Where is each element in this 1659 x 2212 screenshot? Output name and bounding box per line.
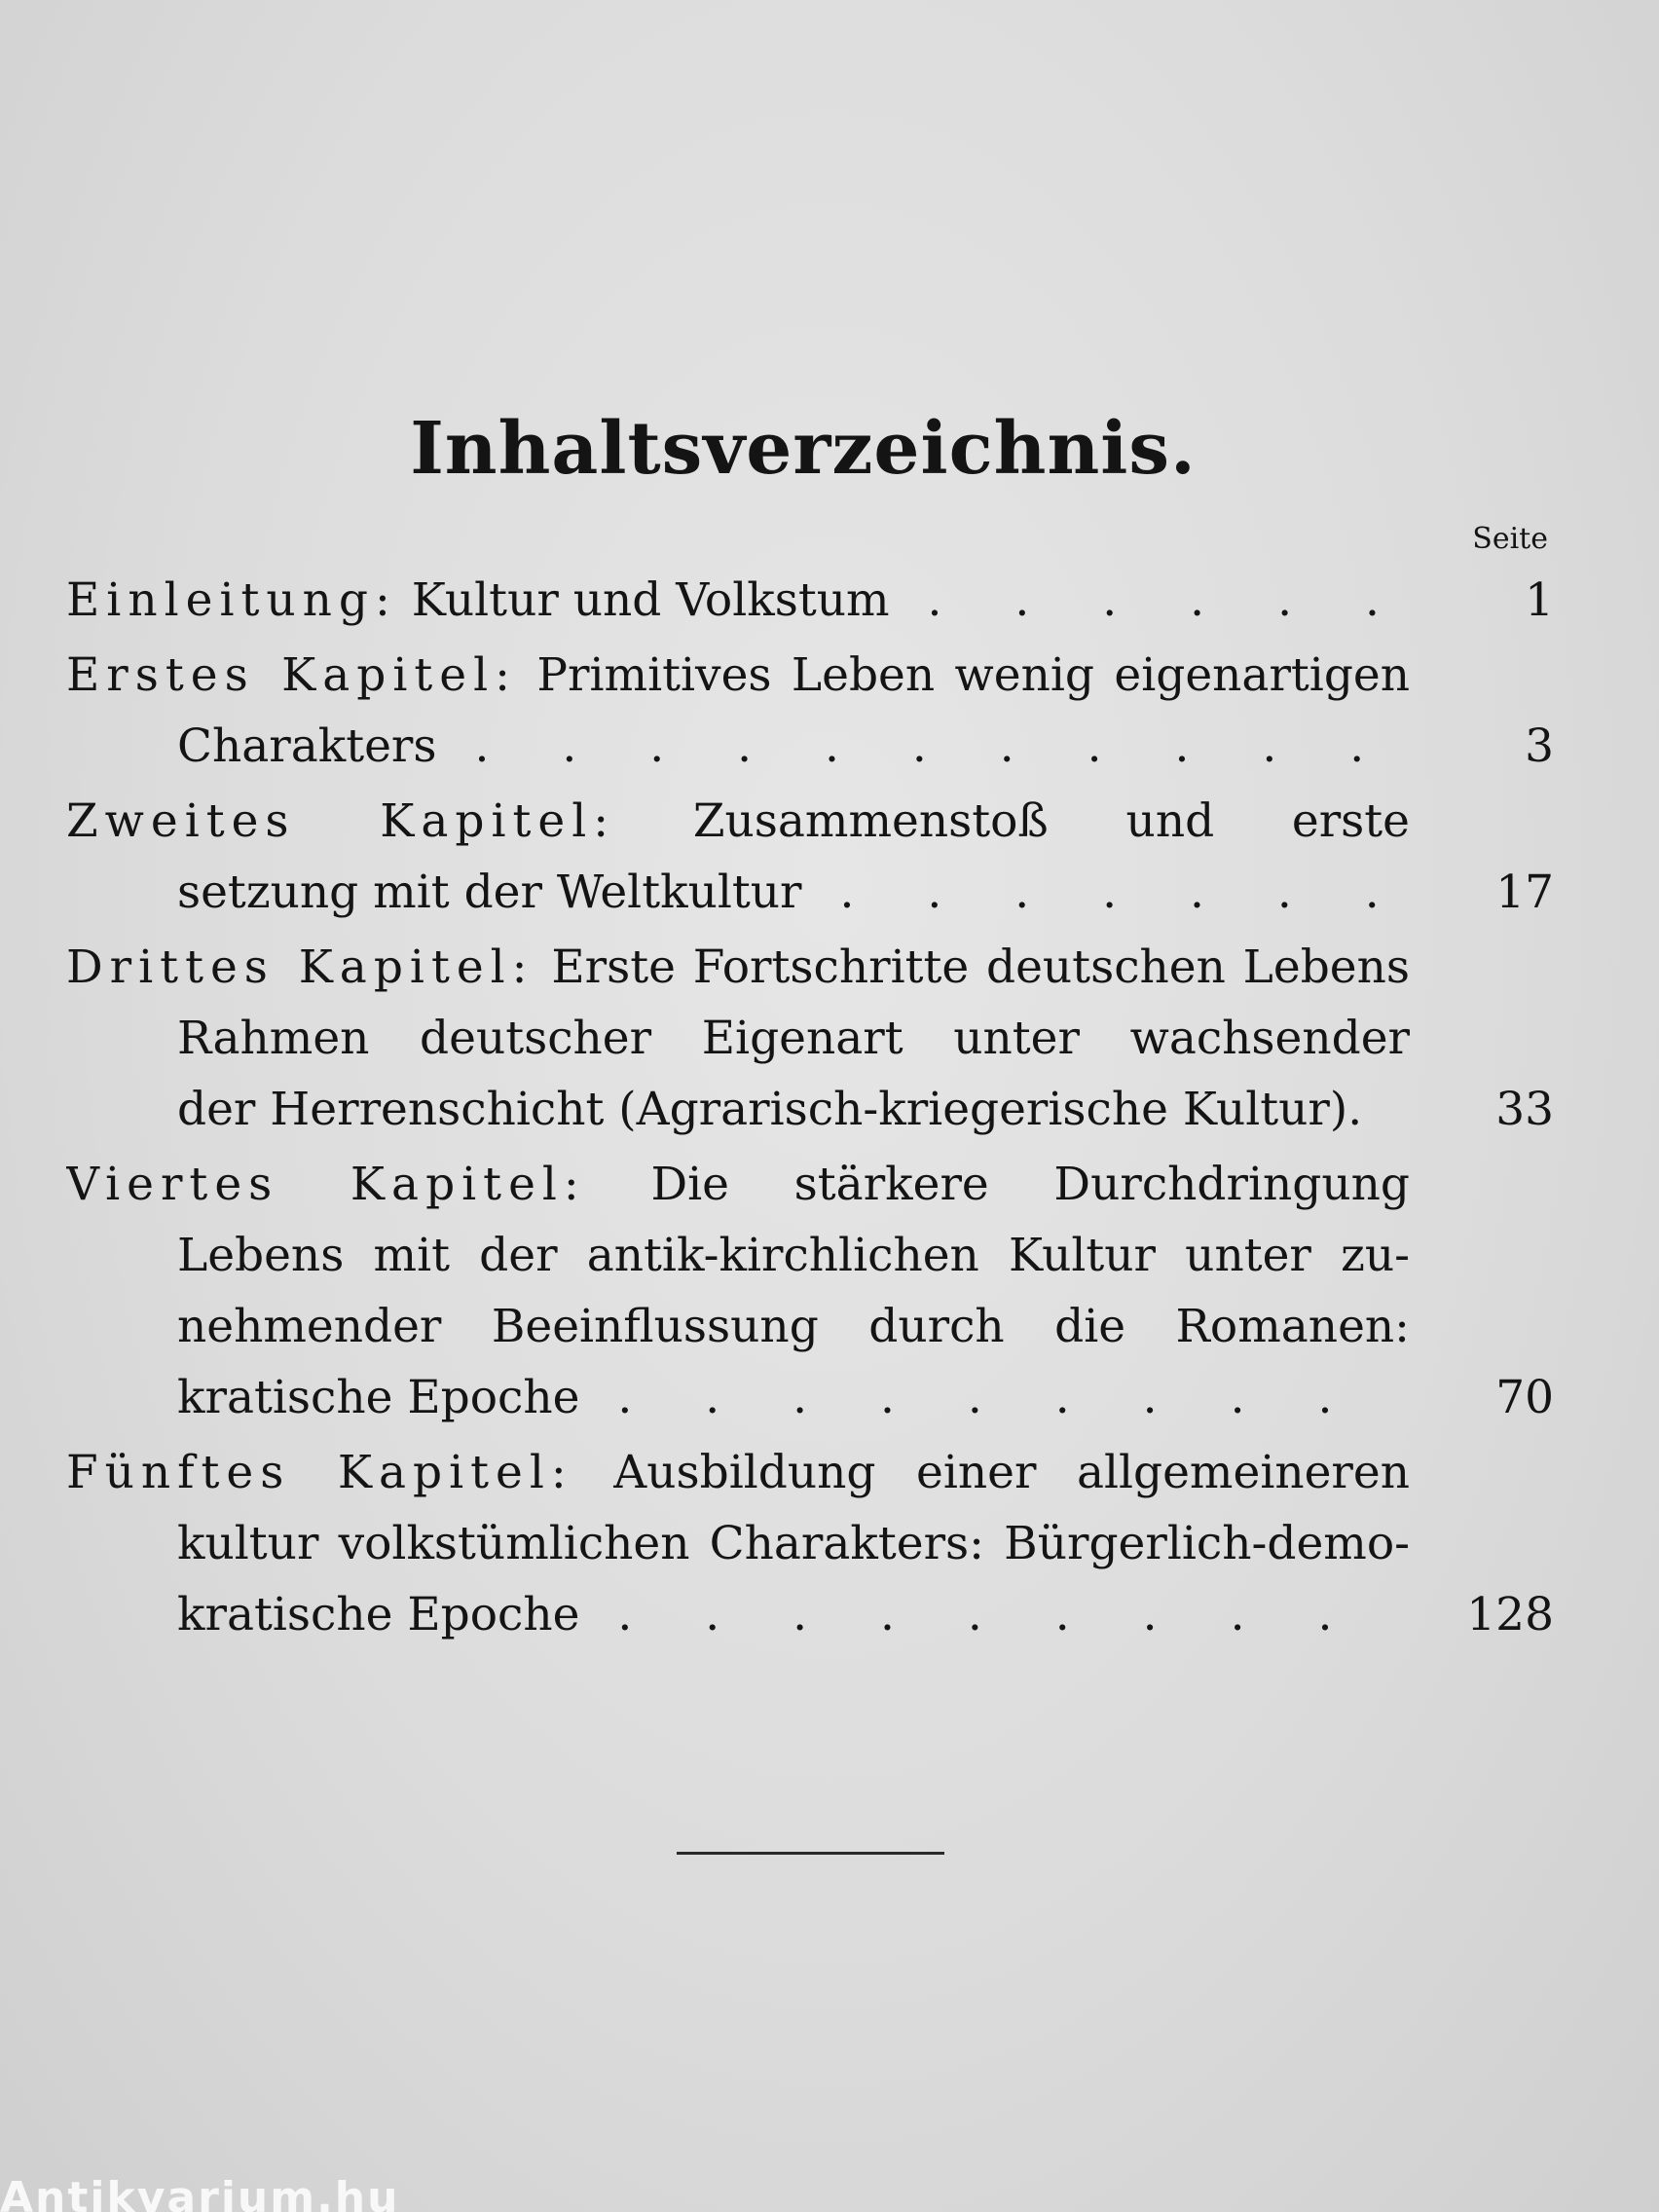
toc-page-number: 3 — [1525, 719, 1554, 773]
toc-entry-chapter-2 — [66, 786, 1554, 928]
toc-entry-text: kratische Epoche — [177, 1371, 580, 1424]
toc-page-number: 70 — [1495, 1371, 1554, 1424]
toc-line — [66, 711, 1554, 782]
toc-line — [66, 1362, 1554, 1433]
decorative-rule — [677, 1852, 944, 1855]
toc-line — [66, 1074, 1554, 1145]
toc-entry-label: Zweites Kapitel: — [66, 794, 616, 848]
dot-leader: . . . . . . — [927, 573, 1409, 627]
toc-entry-text: Kultur und Volkstum — [411, 573, 890, 627]
toc-page-number: 128 — [1466, 1588, 1554, 1641]
dot-leader: . . . . . . . — [839, 866, 1409, 919]
toc-entry-text: Erste Fortschritte deutschen Lebens — [551, 940, 1410, 994]
watermark: Antikvarium.hu — [0, 2173, 400, 2212]
toc-line — [66, 1437, 1410, 1508]
toc-entry-text: nehmender Beeinflussung durch die Romanen: — [177, 1300, 1410, 1353]
toc-entry-label: Drittes Kapitel: — [66, 940, 535, 994]
toc-entry-label: Fünftes Kapitel: — [66, 1446, 573, 1499]
toc-entry-label: Einleitung: — [66, 573, 397, 627]
toc-page-number: 33 — [1495, 1083, 1554, 1136]
toc-page-number: 17 — [1495, 866, 1554, 919]
toc-entry-label: Erstes Kapitel: — [66, 648, 517, 702]
toc-line — [66, 565, 1554, 636]
toc-line — [66, 1291, 1410, 1362]
toc-entry-text: setzung mit der Weltkultur — [177, 866, 802, 919]
toc-line — [66, 1003, 1410, 1074]
toc-entry-text: Ausbildung einer allgemeineren — [613, 1446, 1410, 1499]
toc-entry-text: Zusammenstoß und erste — [692, 794, 1410, 848]
toc-entry-text: Die stärkere Durchdringung — [650, 1158, 1410, 1211]
toc-line — [66, 1149, 1410, 1220]
toc-line — [66, 1579, 1554, 1650]
page-title: Inhaltsverzeichnis. — [410, 407, 1197, 491]
toc-entry-text: der Herrenschicht (Agrarisch-kriegerische Kultur). — [177, 1083, 1363, 1136]
toc-entry-introduction — [66, 565, 1554, 636]
dot-leader: . . . . . . . . . . . — [474, 719, 1394, 773]
toc-entry-chapter-1 — [66, 640, 1554, 782]
toc-entry-chapter-4 — [66, 1149, 1554, 1433]
toc-line — [66, 1508, 1410, 1579]
toc-line — [66, 786, 1410, 857]
toc-entry-chapter-5 — [66, 1437, 1554, 1650]
toc-entry-text: Lebens mit der antik-kirchlichen Kultur unter zu- — [177, 1229, 1410, 1282]
toc-line — [66, 640, 1410, 711]
toc-entry-text: Charakters — [177, 719, 437, 773]
toc-line — [66, 1220, 1410, 1291]
toc-line — [66, 857, 1554, 928]
toc-entry-text: Primitives Leben wenig eigenartigen — [536, 648, 1410, 702]
dot-leader: . . . . . . . . . — [617, 1371, 1362, 1424]
toc-entry-label: Viertes Kapitel: — [66, 1158, 586, 1211]
toc-entry-text: kratische Epoche — [177, 1588, 580, 1641]
toc-entry-text: kultur volkstümlichen Charakters: Bürgerlich-demo- — [177, 1517, 1410, 1570]
toc-line — [66, 932, 1410, 1003]
toc-page-number: 1 — [1525, 573, 1554, 627]
toc-entry-chapter-3 — [66, 932, 1554, 1145]
page-column-label: Seite — [1472, 522, 1548, 556]
toc-entry-text: Rahmen deutscher Eigenart unter wachsender — [177, 1012, 1410, 1065]
table-of-contents — [66, 565, 1554, 1654]
dot-leader: . . . . . . . . . — [617, 1588, 1362, 1641]
